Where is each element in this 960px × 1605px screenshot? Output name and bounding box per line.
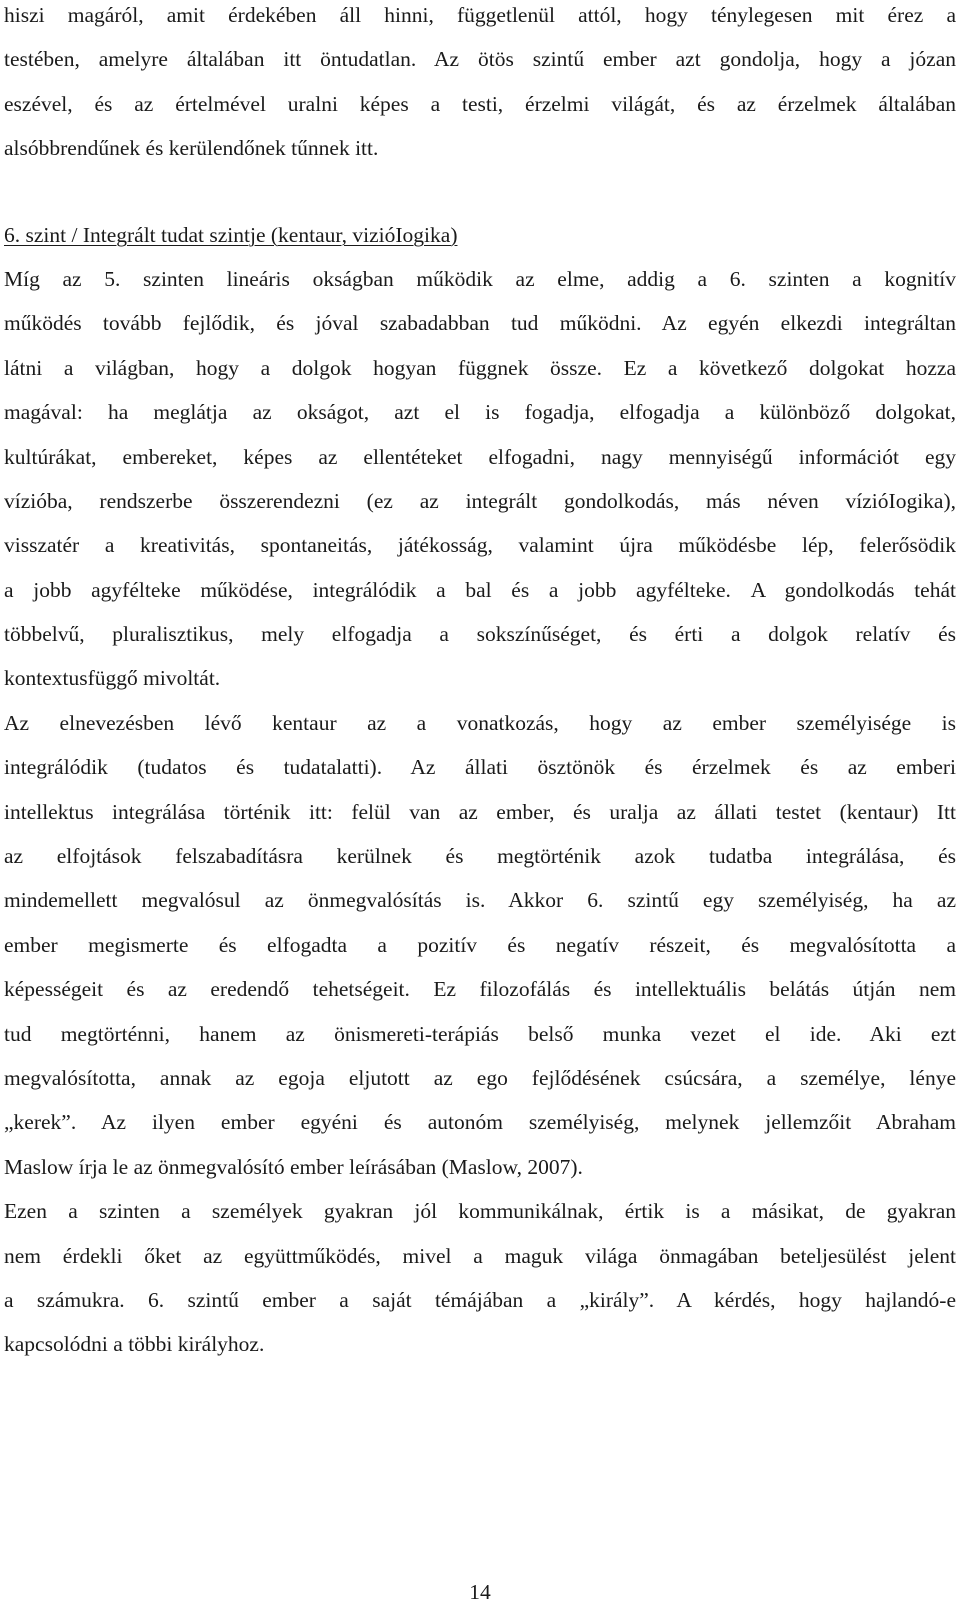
text-line: ember megismerte és elfogadta a pozitív és negatív részeit, és megvalósította a — [4, 932, 956, 957]
document-page — [4, 0, 956, 1374]
text-line: intellektus integrálása történik itt: felül van az ember, és uralja az állati testet (kentaur) Itt — [4, 799, 956, 824]
text-line: az elfojtások felszabadításra kerülnek és megtörténik azok tudatba integrálása, és — [4, 844, 956, 869]
text-line: integrálódik (tudatos és tudatalatti). Az állati ösztönök és érzelmek és az emberi — [4, 755, 956, 780]
text-line: vízióba, rendszerbe összerendezni (ez az integrált gondolkodás, más néven vízióIogika), — [4, 488, 956, 513]
text-line: nem érdekli őket az együttműködés, mivel a maguk világa önmagában beteljesülést jelent — [4, 1243, 956, 1268]
text-line: Míg az 5. szinten lineáris okságban működik az elme, addig a 6. szinten a kognitív — [4, 266, 956, 291]
text-line: kapcsolódni a többi királyhoz. — [4, 1332, 265, 1357]
text-line: látni a világban, hogy a dolgok hogyan függnek össze. Ez a következő dolgokat hozza — [4, 355, 956, 380]
section-heading-text: 6. szint / Integrált tudat szintje (kentaur, vizióIogika) — [4, 222, 458, 247]
text-line: a jobb agyféltekе működése, integrálódik a bal és a jobb agyféltekе. A gondolkodás tehát — [4, 577, 956, 602]
text-line: tud megtörténni, hanem az önismereti-terápiás belső munka vezet el ide. Aki ezt — [4, 1021, 956, 1046]
text-line: magával: ha meglátja az okságot, azt el is fogadja, elfogadja a különböző dolgokat, — [4, 400, 956, 425]
text-line: mindemellett megvalósul az önmegvalósítás is. Akkor 6. szintű egy személyiség, ha az — [4, 888, 956, 913]
text-line: testében, amelyre általában itt öntudatlan. Az ötös szintű ember azt gondolja, hogy a józan — [4, 47, 956, 72]
text-line: a számukra. 6. szintű ember a saját témájában a „király”. A kérdés, hogy hajlandó-e — [4, 1287, 956, 1312]
text-line: eszével, és az értelmével uralni képes a testi, érzelmi világát, és az érzelmek általában — [4, 91, 956, 116]
text-line: „kerek”. Az ilyen ember egyéni és autonóm személyiség, melynek jellemzőit Abraham — [4, 1110, 956, 1135]
text-line: többelvű, pluralisztikus, mely elfogadja a sokszínűséget, és érti a dolgok relatív és — [4, 622, 956, 647]
text-line: megvalósította, annak az egoja eljutott az ego fejlődésének csúcsára, a személye, lénye — [4, 1065, 956, 1090]
text-line: kontextusfüggő mivoltát. — [4, 666, 221, 691]
text-line: kultúrákat, embereket, képes az ellentéteket elfogadni, nagy mennyiségű információt egy — [4, 444, 956, 469]
text-line: Maslow írja le az önmegvalósító ember leírásában (Maslow, 2007). — [4, 1154, 583, 1179]
section-heading — [4, 220, 956, 264]
text-line: alsóbbrendűnek és kerülendőnek tűnnek itt. — [4, 136, 379, 161]
text-line: Ezen a szinten a személyek gyakran jól kommunikálnak, értik is a másikat, de gyakran — [4, 1199, 956, 1224]
text-line: működés tovább fejlődik, és jóval szabadabban tud működni. Az egyén elkezdi integráltan — [4, 311, 956, 336]
text-line: visszatér a kreativitás, spontaneitás, játékosság, valamint újra működésbe lép, felerősödik — [4, 533, 956, 558]
text-line: képességeit és az eredendő tehetségeit. Ez filozofálás és intellektuális belátás útján nem — [4, 977, 956, 1002]
text-line: hiszi magáról, amit érdekében áll hinni, függetlenül attól, hogy ténylegesen mit érez a — [4, 3, 956, 27]
page-number: 14 — [469, 1580, 491, 1604]
text-line: Az elnevezésben lévő kentaur az a vonatkozás, hogy az ember személyisége is — [4, 710, 956, 735]
